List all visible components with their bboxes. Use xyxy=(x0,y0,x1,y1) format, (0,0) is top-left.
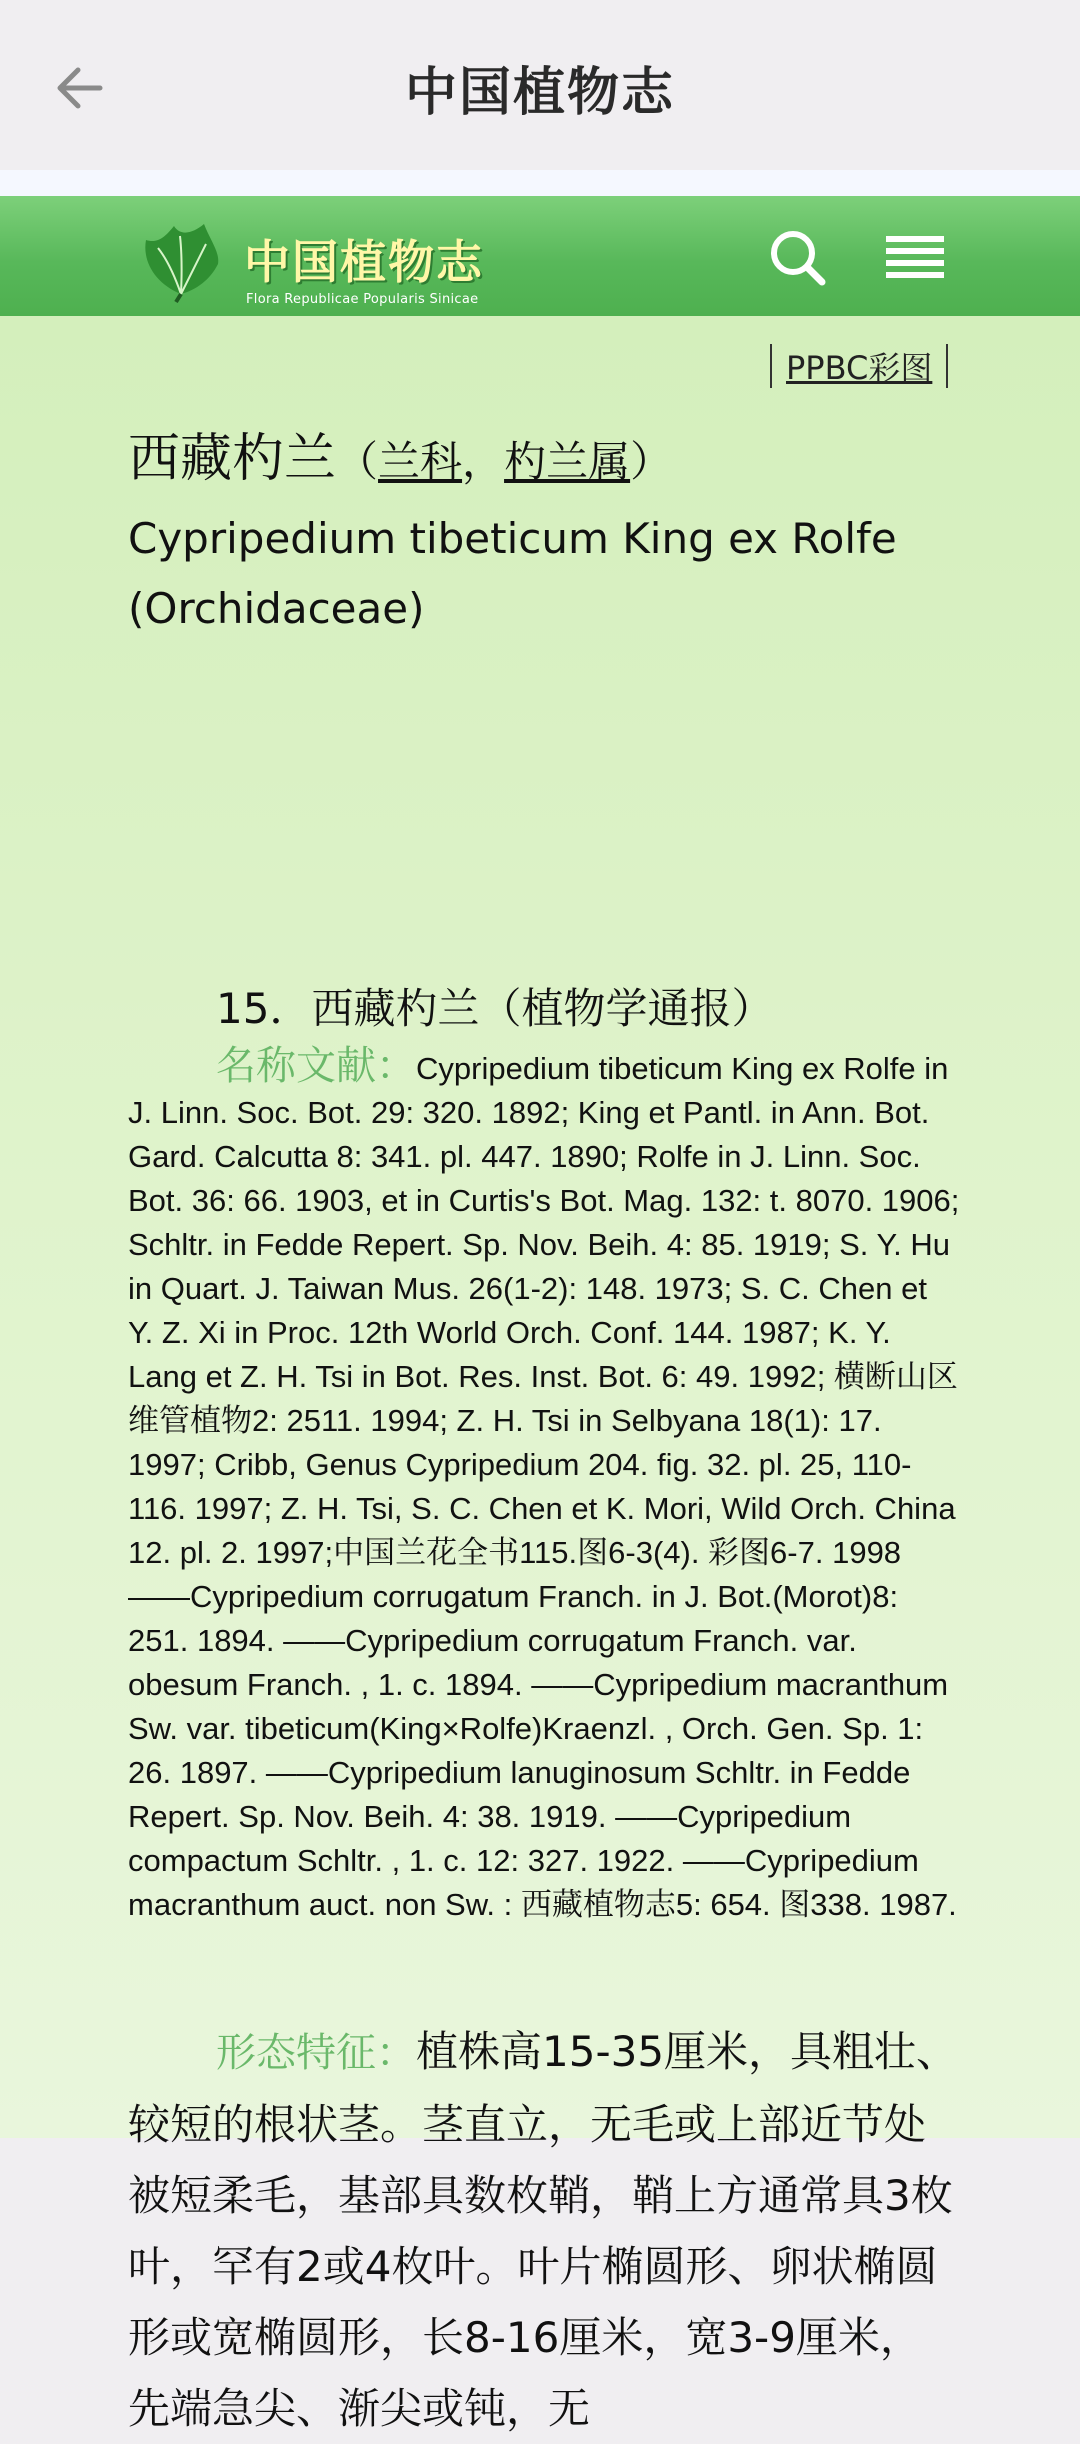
logo-text[interactable]: 中国植物志 xyxy=(244,235,484,289)
divider xyxy=(0,170,1080,196)
app-bar-title: 中国植物志 xyxy=(404,63,675,123)
morphology-text: 植株高15-35厘米，具粗壮、较短的根状茎。茎直立，无毛或上部近节处被短柔毛，基部具数枚鞘，鞘上方通常具3枚叶，罕有2或4枚叶。叶片椭圆形、卵状椭圆形或宽椭圆形，长8-16厘米，宽3-9厘米，先端急尖、渐尖或钝，无 xyxy=(128,2027,959,2433)
site-header xyxy=(0,196,1080,316)
app-bar xyxy=(0,0,1080,170)
paren-open: （ xyxy=(336,437,379,486)
logo-subtitle: Flora Republicae Popularis Sinicae xyxy=(246,292,479,307)
hamburger-menu-icon[interactable] xyxy=(886,232,944,286)
paren-close: ） xyxy=(630,437,673,486)
literature-label: 名称文献： xyxy=(216,1043,416,1089)
genus-link[interactable]: 杓兰属 xyxy=(504,437,631,486)
morphology-label: 形态特征： xyxy=(216,2030,416,2076)
literature-paragraph xyxy=(128,1044,960,1927)
section-heading: 15．西藏杓兰（植物学通报） xyxy=(216,984,774,1033)
ppbc-link-wrapper xyxy=(770,344,948,388)
species-title xyxy=(128,416,672,491)
species-chinese-name: 西藏杓兰 xyxy=(128,429,337,489)
species-content xyxy=(0,316,1080,2433)
family-link[interactable]: 兰科 xyxy=(378,437,463,486)
morphology-paragraph xyxy=(128,2016,960,2444)
separator: ， xyxy=(462,437,505,486)
ppbc-color-images-link[interactable]: PPBC彩图 xyxy=(786,349,933,387)
search-icon[interactable] xyxy=(768,228,828,288)
species-latin-name: Cypripedium tibeticum King ex Rolfe (Orchidaceae) xyxy=(128,514,897,633)
ginkgo-leaf-logo-icon[interactable] xyxy=(136,214,226,304)
literature-text: Cypripedium tibeticum King ex Rolfe in J. Linn. Soc. Bot. 29: 320. 1892; King et Pantl. in Ann. Bot. Gard. Calcutta 8: 341. pl. 447. 1890; Rolfe in J. Linn. Soc. Bot. 36: 66. 1903, et in Curtis's Bot. Mag. 132: t. 8070. 1906; Schltr. in Fedde Repert. Sp. Nov. Beih. 4: 85. 1919; S. Y. Hu in Quart. J. Taiwan Mus. 26(1-2): 148. 1973; S. C. Chen et Y. Z. Xi in Proc. 12th World Orch. Conf. 144. 1987; K. Y. Lang et Z. H. Tsi in Bot. Res. Inst. Bot. 6: 49. 1992; 横断山区维管植物2: 2511. 1994; Z. H. Tsi in Selbyana 18(1): 17. 1997; Cribb, Genus Cypripedium 204. fig. 32. pl. 25, 110-116. 1997; Z. H. Tsi, S. C. Chen et K. Mori, Wild Orch. China 12. pl. 2. 1997;中国兰花全书115.图6-3(4). 彩图6-7. 1998——Cypripedium corrugatum Franch. in J. Bot.(Morot)8: 251. 1894. ——Cypripedium corrugatum Franch. var. obesum Franch. , 1. c. 1894. ——Cypripedium macranthum Sw. var. tibeticum(King×Rolfe)Kraenzl. , Orch. Gen. Sp. 1: 26. 1897. ——Cypripedium lanuginosum Schltr. in Fedde Repert. Sp. Nov. Beih. 4: 38. 1919. ——Cypripedium compactum Schltr. , 1. c. 12: 327. 1922. ——Cypripedium macranthum auct. non Sw. : 西藏植物志5: 654. 图338. 1987. xyxy=(128,1051,960,1922)
